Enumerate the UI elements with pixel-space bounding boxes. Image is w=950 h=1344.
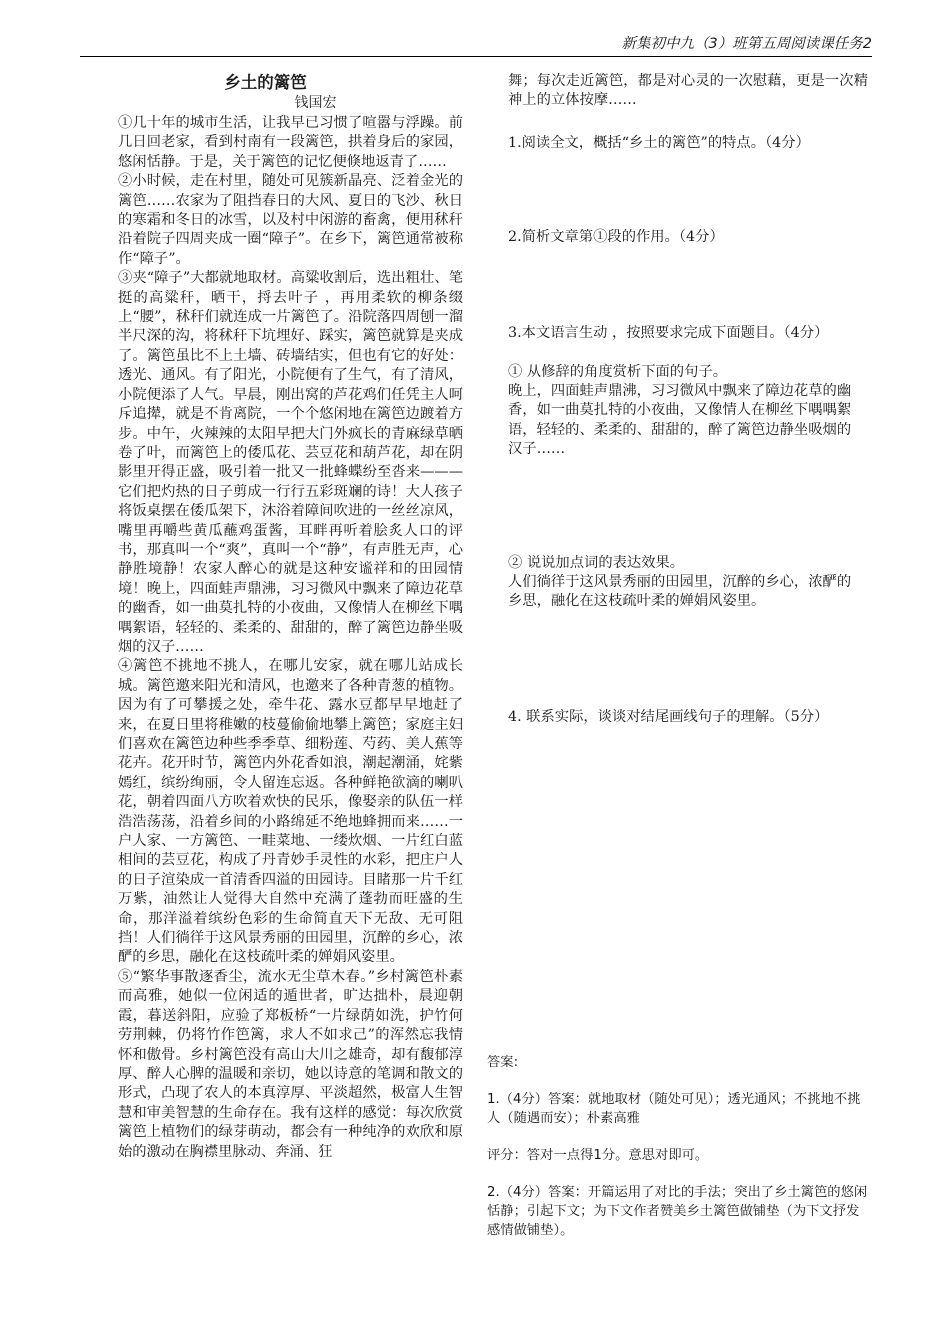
question-1: 1.阅读全文，概括“乡土的篱笆”的特点。（4分） — [508, 135, 810, 151]
question-3-sub-1: ① 从修辞的角度赏析下面的句子。 — [508, 364, 727, 380]
article-paragraph-2: ②小时候，走在村里，随处可见簇新晶亮、泛着金光的篱笆……农家为了阻挡春日的大风、夏日的飞沙、秋日的寒霜和冬日的冰雪，以及村中闲游的畜禽，便用秫秆沿着院子四周夹成一圈“障子”。在乡下，篱笆通常被称作“障子”。 — [118, 173, 463, 267]
article-continuation: 舞；每次走近篱笆，都是对心灵的一次慰藉，更是一次精神上的立体按摩…… — [508, 73, 868, 109]
question-3: 3.本文语言生动 ，按照要求完成下面题目。（4分） — [508, 325, 829, 341]
answer-2: 2.（4分）答案：开篇运用了对比的手法；突出了乡土篱笆的悠闲恬静；引起下文；为下文作者赞美乡土篱笆做铺垫（为下文抒发感情做铺垫）。 — [487, 1185, 868, 1238]
article-paragraph-1: ①几十年的城市生活，让我早已习惯了喧嚣与浮躁。前几日回老家，看到村南有一段篱笆，拱着身后的家园，悠闲恬静。于是，关于篱笆的记忆便倏地返青了…… — [118, 115, 463, 170]
answers-heading: 答案: — [487, 1055, 519, 1070]
question-3-sub-1-sentence: 晚上，四面蛙声鼎沸，习习微风中飘来了障边花草的幽香，如一曲莫扎特的小夜曲，又像情人在柳丝下喁喁絮语，轻轻的、柔柔的、甜甜的，醉了篱笆边静坐吸烟的汉子…… — [508, 383, 852, 458]
article-paragraph-4: ④篱笆不挑地不挑人，在哪儿安家，就在哪儿站成长城。篱笆邀来阳光和清风，也邀来了各种青葱的植物。因为有了可攀援之处，牵牛花、露水豆都早早地赶了来，在夏日里将稚嫩的枝蔓偷偷地攀上篱笆；家庭主妇们喜欢在篱笆边种些季季草、细粉莲、芍药、美人蕉等花卉。花开时节，篱笆内外花香如浪，潮起潮涌，姹紫嫣红，缤纷绚丽，令人留连忘返。各种鲜艳欲滴的喇叭花，朝着四面八方吹着欢快的民乐，像娶亲的队伍一样浩浩荡荡，沿着乡间的小路绵延不绝地蜂拥而来……一户人家、一方篱笆、一畦菜地、一缕炊烟、一片红白蓝相间的芸豆花，构成了丹青妙手灵性的水彩，把庄户人的日子渲染成一首清香四溢的田园诗。目睹那一片千红万紫，油然让人觉得大自然中充满了蓬勃而旺盛的生命，那洋溢着缤纷色彩的生命简直天下无敌、无可阻挡！人们徜徉于这风景秀丽的田园里，沉醉的乡心，浓酽的乡思，融化在这枝疏叶柔的婵娟风姿里。 — [118, 658, 463, 966]
questions-column — [508, 72, 868, 725]
question-4: 4. 联系实际，谈谈对结尾画线句子的理解。（5分） — [508, 709, 829, 725]
answer-1-scoring: 评分：答对一点得1分。意思对即可。 — [487, 1148, 709, 1163]
article-paragraph-3: ③夹“障子”大都就地取材。高粱收割后，选出粗壮、笔挺的高粱秆，晒干，捋去叶子 ，再用柔软的柳条缀上“腰”，秫秆们就连成一片篱笆了。沿院落四周刨一溜半尺深的沟，将秫秆下坑埋好、踩实，篱笆就算是夹成了。篱笆虽比不上土墙、砖墙结实，但也有它的好处：透光、通风。有了阳光，小院便有了生气，有了清风，小院便添了人气。早晨，刚出窝的芦花鸡们任凭主人呵斥追撵，就是不肯离院，一个个悠闲地在篱笆边踱着方步。中午，火辣辣的太阳早把大门外疯长的青麻绿草晒卷了叶，而篱笆上的倭瓜花、芸豆花和葫芦花，却在阴影里开得正盛，吸引着一批又一批蜂蝶纷至沓来———它们把灼热的日子剪成一行行五彩斑斓的诗！大人孩子将饭桌摆在倭瓜架下，沐浴着障间吹进的一丝丝凉风，嘴里再嚼些黄瓜蘸鸡蛋酱，耳畔再听着脍炙人口的评书，那真叫一个“爽”，真叫一个“静”，有声胜无声，心静胜境静！农家人醉心的就是这种安谧祥和的田园情境！晚上，四面蛙声鼎沸，习习微风中飘来了障边花草的幽香，如一曲莫扎特的小夜曲，又像情人在柳丝下喁喁絮语，轻轻的、柔柔的、甜甜的，醉了篱笆边静坐吸烟的汉子…… — [118, 270, 463, 655]
article-author: 钱国宏 — [294, 95, 337, 111]
header-title: 新集初中九（3）班第五周阅读课任务2 — [621, 36, 872, 52]
question-2: 2.简析文章第①段的作用。（4分） — [508, 229, 724, 245]
page-header — [80, 34, 872, 57]
article-title: 乡土的篱笆 — [224, 73, 307, 92]
answer-1: 1.（4分）答案：就地取材（随处可见）；透光通风；不挑地不挑人（随遇而安）；朴素高雅 — [487, 1092, 861, 1126]
question-3-sub-2-sentence: 人们徜徉于这风景秀丽的田园里，沉醉的乡心，浓酽的乡思，融化在这枝疏叶柔的婵娟风姿里。 — [508, 574, 852, 610]
article-column — [118, 72, 463, 1162]
article-paragraph-5: ⑤“繁华事散逐香尘，流水无尘草木春。”乡村篱笆朴素而高雅，她似一位闲适的遁世者，旷达拙朴，晨迎朝霞，暮送斜阳，应验了郑板桥“一片绿荫如洗，护竹何劳荆棘，仍将竹作笆篱，求人不如求己”的浑然忘我情怀和傲骨。乡村篱笆没有高山大川之雄奇，却有馥郁淳厚、醉人心脾的温暖和亲切，她以诗意的笔调和散文的形式，凸现了农人的本真淳厚、平淡超然，极富人生智慧和审美智慧的生命存在。我有这样的感觉：每次欣赏篱笆上植物们的绿芽萌动，都会有一种纯净的欢欣和原始的激动在胸襟里脉动、奔涌、狂 — [118, 968, 463, 1160]
answers-section — [487, 1053, 869, 1258]
question-3-sub-2: ② 说说加点词的表达效果。 — [508, 555, 685, 571]
